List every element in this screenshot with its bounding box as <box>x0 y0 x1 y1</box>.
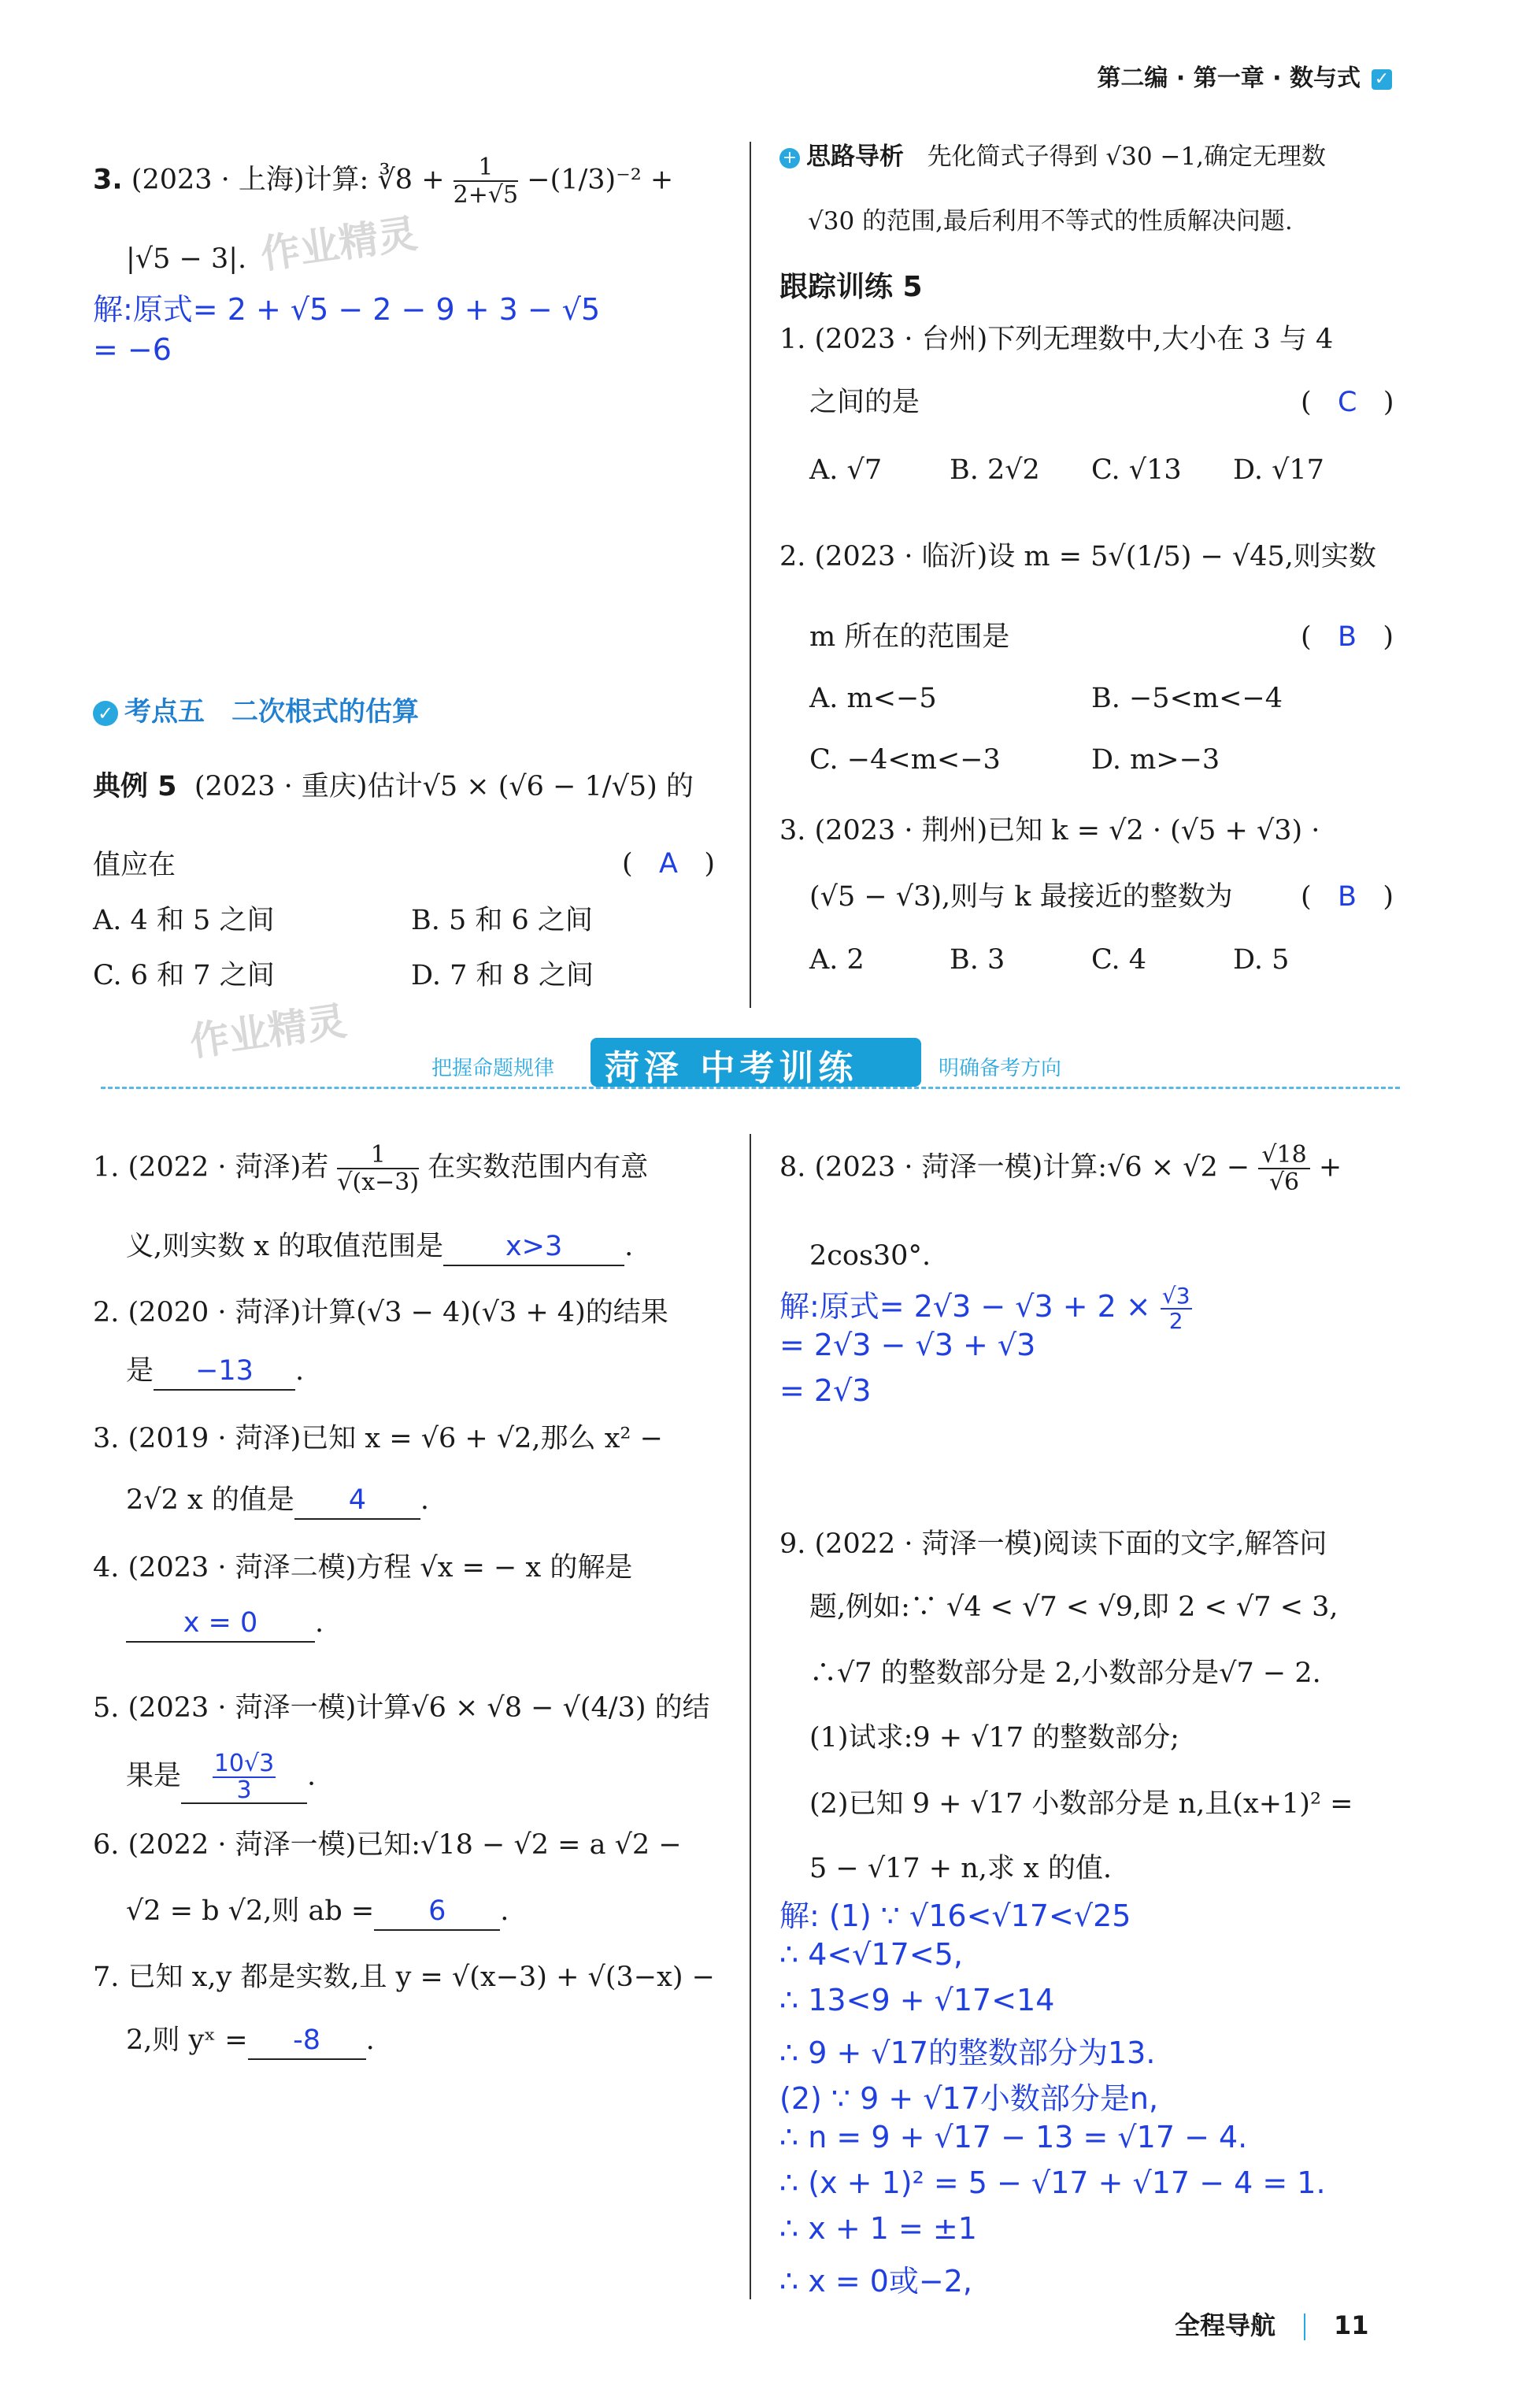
hz-q7-line1: 7. 已知 x,y 都是实数,且 y = √(x−3) + √(3−x) − <box>93 1962 715 1993</box>
hz-q9-sol-8: ∴ x + 1 = ±1 <box>779 2211 977 2246</box>
plus-circle-icon: + <box>779 148 800 169</box>
gz-q3-opt-d: D. 5 <box>1233 944 1290 976</box>
page-number: 11 <box>1334 2310 1369 2340</box>
solution-line1: 解:原式= 2 + √5 − 2 − 9 + 3 − √5 <box>93 292 601 327</box>
gz-q1-answer: ( C ) <box>1301 387 1394 418</box>
hz-q8-line1: 8. (2023 · 菏泽一模)计算:√6 × √2 − $\frac{√18}{√6}$ + <box>779 1141 1342 1196</box>
hz-q2-line2: 是 −13 . <box>126 1354 304 1391</box>
column-divider-bottom <box>750 1134 751 2299</box>
hz-q8-line2: 2cos30°. <box>809 1240 931 1272</box>
fraction: $\frac{1}{2+√5}$ <box>453 154 519 209</box>
column-divider-top <box>750 142 751 1008</box>
hz-q1-line2: 义,则实数 x 的取值范围是 x>3 . <box>126 1230 633 1266</box>
hz-q6-line1: 6. (2022 · 菏泽一模)已知:√18 − √2 = a √2 − <box>93 1829 682 1861</box>
gz-q2-line1: 2. (2023 · 临沂)设 m = 5√(1/5) − √45,则实数 <box>779 541 1376 572</box>
hz-q9-sol-5: (2) ∵ 9 + √17小数部分是n, <box>779 2081 1159 2116</box>
hz-q4-line2: x = 0 . <box>126 1606 324 1643</box>
check-icon: ✓ <box>1372 69 1392 90</box>
hz-q6-line2: √2 = b √2,则 ab = 6 . <box>126 1895 509 1931</box>
fraction: $\frac{√18}{√6}$ <box>1258 1142 1309 1195</box>
gz-q2-opt-a: A. m<−5 <box>809 683 937 714</box>
footer-separator <box>1304 2314 1305 2340</box>
hz-q9-sol-4: ∴ 9 + √17的整数部分为13. <box>779 2036 1156 2070</box>
watermark: 作业精灵 <box>187 998 350 1065</box>
gz-q1-line2: 之间的是 <box>809 387 920 418</box>
page-footer <box>1175 2306 1369 2342</box>
gz-q2-answer: ( B ) <box>1301 621 1394 653</box>
silu-line2: √30 的范围,最后利用不等式的性质解决问题. <box>808 207 1293 235</box>
divider-line <box>101 1087 1400 1089</box>
hz-q8-solution-1: 解:原式= 2√3 − √3 + 2 × $\frac{√3}{2}$ <box>779 1283 1190 1334</box>
gz-q3-line2: (√5 − √3),则与 k 最接近的整数为 <box>809 881 1233 913</box>
answer-blank: x>3 <box>443 1230 624 1266</box>
gz-q3-line1: 3. (2023 · 荆州)已知 k = √2 · (√5 + √3) · <box>779 815 1320 847</box>
answer-blank: 6 <box>374 1895 500 1931</box>
hz-q9-line4: (1)试求:9 + √17 的整数部分; <box>809 1722 1179 1754</box>
genzong-title: 跟踪训练 5 <box>779 271 923 303</box>
option-d: D. 7 和 8 之间 <box>411 960 594 991</box>
section-title: ✓ 考点五 二次根式的估算 <box>93 690 419 728</box>
gz-q3-answer: ( B ) <box>1301 881 1394 913</box>
banner-left: 把握命题规律 <box>431 1057 555 1080</box>
option-a: A. 4 和 5 之间 <box>93 905 275 936</box>
answer-blank: -8 <box>248 2024 366 2060</box>
footer-brand: 全程导航 <box>1175 2310 1276 2340</box>
hz-q3-line1: 3. (2019 · 菏泽)已知 x = √6 + √2,那么 x² − <box>93 1423 663 1454</box>
watermark: 作业精灵 <box>257 210 420 278</box>
banner-right: 明确备考方向 <box>939 1057 1062 1080</box>
hz-q9-sol-1: 解: (1) ∵ √16<√17<√25 <box>779 1899 1131 1933</box>
gz-q3-opt-b: B. 3 <box>950 944 1005 976</box>
hz-q9-line5: (2)已知 9 + √17 小数部分是 n,且(x+1)² = <box>809 1788 1353 1820</box>
silu-line1: + 思路导析 先化简式子得到 √30 −1,确定无理数 <box>779 142 1326 172</box>
header-text: 第二编 · 第一章 · 数与式 <box>1097 65 1361 92</box>
fraction: $\frac{√3}{2}$ <box>1161 1283 1190 1334</box>
gz-q3-opt-a: A. 2 <box>809 944 865 976</box>
example-5-line2: 值应在 <box>93 850 176 881</box>
option-c: C. 6 和 7 之间 <box>93 960 275 991</box>
hz-q5-line2: 果是 $\frac{10√3}{3}$ . <box>126 1750 317 1804</box>
option-b: B. 5 和 6 之间 <box>411 905 593 936</box>
gz-q2-line2: m 所在的范围是 <box>809 621 1010 653</box>
gz-q1-opt-a: A. √7 <box>809 454 883 486</box>
question-3-line2: |√5 − 3|. <box>126 243 247 275</box>
hz-q1-line1: 1. (2022 · 菏泽)若 $\frac{1}{√(x-3)}$ 在实数范围内有意 <box>93 1141 649 1196</box>
hz-q3-line2: 2√2 x 的值是 4 . <box>126 1484 429 1520</box>
question-3-line1: 3. (2023 · 上海)计算: ∛8 + $\frac{1}{2+√5}$ −(1/3)⁻² + <box>93 154 674 209</box>
gz-q2-opt-c: C. −4<m<−3 <box>809 744 1001 776</box>
hz-q9-sol-7: ∴ (x + 1)² = 5 − √17 + √17 − 4 = 1. <box>779 2165 1326 2200</box>
gz-q1-opt-b: B. 2√2 <box>950 454 1040 486</box>
page-header <box>1097 58 1392 93</box>
banner-title: 菏泽 中考训练 <box>605 1048 858 1088</box>
fraction: $\frac{1}{√(x-3)}$ <box>337 1141 420 1196</box>
example-5-answer: ( A ) <box>622 848 716 880</box>
hz-q7-line2: 2,则 yˣ = -8 . <box>126 2024 375 2060</box>
answer-blank: −13 <box>154 1354 295 1391</box>
hz-q9-line3: ∴√7 的整数部分是 2,小数部分是√7 − 2. <box>809 1658 1321 1689</box>
hz-q2-line1: 2. (2020 · 菏泽)计算(√3 − 4)(√3 + 4)的结果 <box>93 1297 668 1328</box>
fraction: $\frac{10√3}{3}$ <box>213 1750 275 1804</box>
hz-q9-sol-3: ∴ 13<9 + √17<14 <box>779 1983 1055 2017</box>
gz-q1-opt-c: C. √13 <box>1091 454 1182 486</box>
hz-q9-line2: 题,例如:∵ √4 < √7 < √9,即 2 < √7 < 3, <box>809 1591 1338 1623</box>
solution-line2: = −6 <box>93 332 172 367</box>
hz-q8-solution-3: = 2√3 <box>779 1373 872 1408</box>
hz-q4-line1: 4. (2023 · 菏泽二模)方程 √x = − x 的解是 <box>93 1552 633 1584</box>
hz-q9-line1: 9. (2022 · 菏泽一模)阅读下面的文字,解答问 <box>779 1528 1327 1560</box>
gz-q2-opt-b: B. −5<m<−4 <box>1091 683 1283 714</box>
check-circle-icon: ✓ <box>93 701 118 726</box>
answer-blank <box>181 1751 307 1804</box>
gz-q1-line1: 1. (2023 · 台州)下列无理数中,大小在 3 与 4 <box>779 324 1334 355</box>
hz-q9-sol-2: ∴ 4<√17<5, <box>779 1937 963 1972</box>
gz-q2-opt-d: D. m>−3 <box>1091 744 1220 776</box>
hz-q9-sol-9: ∴ x = 0或−2, <box>779 2264 973 2299</box>
answer-blank: x = 0 <box>126 1606 315 1643</box>
hz-q5-line1: 5. (2023 · 菏泽一模)计算√6 × √8 − √(4/3) 的结 <box>93 1692 710 1724</box>
hz-q9-line6: 5 − √17 + n,求 x 的值. <box>809 1853 1113 1884</box>
example-5: 典例 5 (2023 · 重庆)估计√5 × (√6 − 1/√5) 的 <box>93 771 694 802</box>
hz-q9-sol-6: ∴ n = 9 + √17 − 13 = √17 − 4. <box>779 2120 1248 2154</box>
gz-q3-opt-c: C. 4 <box>1091 944 1147 976</box>
answer-blank: 4 <box>294 1484 420 1520</box>
hz-q8-solution-2: = 2√3 − √3 + √3 <box>779 1328 1036 1362</box>
gz-q1-opt-d: D. √17 <box>1233 454 1324 486</box>
